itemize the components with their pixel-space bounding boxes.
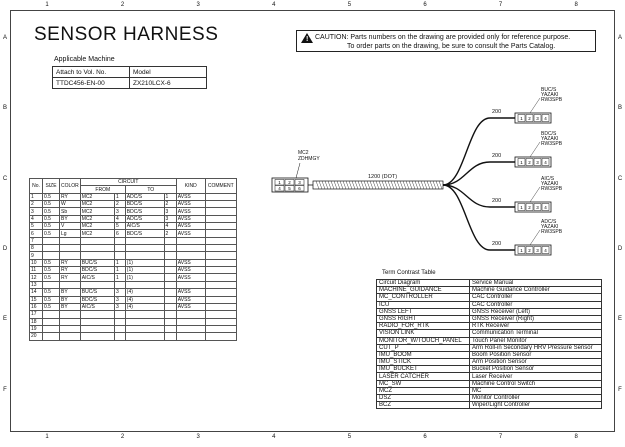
grid-row-label: C [2,175,8,182]
table-cell: 5 [114,223,125,230]
table-cell: (4) [125,289,164,296]
table-cell: 4 [30,215,43,222]
branch-connector-name: BDC/S [541,131,557,137]
table-cell: 3 [114,208,125,215]
table-cell: (1) [125,274,164,281]
col-size: SIZE [43,179,60,194]
term-manual-name: Arm Position Sensor [470,359,602,366]
table-cell: 1 [114,267,125,274]
table-cell: 1 [114,193,125,200]
trunk-length-label: 1200 (DOT) [368,174,398,180]
term-manual-name: Machine Guidance Controller [470,287,602,294]
term-table-title: Term Contrast Table [382,270,436,276]
connector-pin-number: 4 [544,159,547,165]
model-value: ZX210LCX-6 [130,78,207,89]
table-cell: 8 [30,245,43,252]
caution-line-2: To order parts on the drawing, be sure to consult the Parts Catalog. [347,43,556,50]
table-cell: 1 [30,193,43,200]
table-cell: AVSS [176,230,205,237]
connector-pin-number: 1 [278,180,281,185]
term-circuit-name: MC_SW [377,380,470,387]
table-cell: 18 [30,318,43,325]
table-cell: 3 [114,303,125,310]
table-cell: 0.5 [43,208,60,215]
table-cell: 9 [30,252,43,259]
term-circuit-name: IMU_BUCKET [377,366,470,373]
table-cell: AVSS [176,296,205,303]
term-row [377,337,602,344]
grid-row-label: B [2,105,7,112]
table-cell: 0.5 [43,259,60,266]
connector-pin-number: 2 [288,180,291,185]
table-cell: 2 [164,230,176,237]
table-cell: 2 [164,201,176,208]
grid-col-label: 1 [45,2,49,8]
table-cell: AIC/S [80,303,114,310]
table-cell: AIC/S [80,274,114,281]
grid-col-label: 4 [272,2,276,8]
table-cell: BDC/S [125,230,164,237]
branch-length-label: 200 [492,198,502,204]
table-cell: MC2 [80,208,114,215]
branch-connector-part: YAZAKI [541,92,559,98]
table-cell: AVSS [176,193,205,200]
table-cell: 13 [30,281,43,288]
table-cell: 17 [30,311,43,318]
connector-pin-number: 1 [520,159,523,165]
term-manual-name: CAC Controller [470,301,602,308]
table-cell: 1 [114,274,125,281]
term-contrast-table [376,279,602,409]
term-manual-name: Arm Roll-in Secondary HRV Pressure Sensor [470,344,602,351]
branch-connector-part: YAZAKI [541,224,559,230]
table-cell: BY [60,303,81,310]
col-circuit: CIRCUIT [80,179,176,186]
table-cell: AVSS [176,274,205,281]
grid-col-label: 6 [423,434,427,440]
table-cell: 0.5 [43,215,60,222]
term-row [377,402,602,409]
branch-wire [443,185,515,207]
term-circuit-name: VISION LINK [377,330,470,337]
table-cell: V [60,223,81,230]
table-cell: AVSS [176,289,205,296]
leader-line [530,187,540,202]
table-cell: 0.5 [43,296,60,303]
table-cell: AVSS [176,215,205,222]
term-row [377,301,602,308]
term-manual-name: CAC Controller [470,294,602,301]
table-cell: 0.5 [43,201,60,208]
term-manual-name: Touch Panel Monitor [470,337,602,344]
connector-pin-number: 1 [520,204,523,210]
table-cell: 1 [114,259,125,266]
term-circuit-name: MCZ [377,387,470,394]
table-cell: 0.5 [43,289,60,296]
term-manual-name: RTK Receiver [470,323,602,330]
table-cell: 0.5 [43,193,60,200]
term-manual-name: Monitor Controller [470,395,602,402]
col-kind: KIND [176,179,205,194]
term-row [377,287,602,294]
page-title: SENSOR HARNESS [34,24,219,45]
table-cell: MC2 [80,193,114,200]
grid-col-label: 7 [498,434,503,440]
grid-col-label: 2 [120,434,125,440]
term-manual-name: Bucket Position Sensor [470,366,602,373]
grid-col-label: 3 [196,434,200,440]
grid-col-label: 6 [423,2,427,8]
term-circuit-name: GNSS RIGHT [377,315,470,322]
grid-col-label: 3 [196,2,200,8]
table-cell: BDC/S [125,208,164,215]
table-cell: 0.5 [43,303,60,310]
table-cell: Sb [60,208,81,215]
table-cell: AVSS [176,259,205,266]
table-cell: AVSS [176,267,205,274]
table-cell: 3 [114,296,125,303]
grid-row-label: F [3,386,7,393]
term-circuit-name: IMU_STICK [377,359,470,366]
connector-pin-number: 2 [528,159,531,165]
connector-pin-number: 1 [520,115,523,121]
table-cell: BDC/S [80,267,114,274]
main-connector-part: ZDHMGY [298,156,320,162]
table-cell: RY [60,193,81,200]
connector-pin-number: 6 [298,186,301,191]
grid-col-label: 1 [45,434,49,440]
table-cell: 0.5 [43,274,60,281]
grid-row-label: C [617,175,623,182]
term-manual-name: Communication Terminal [470,330,602,337]
table-cell: RY [60,259,81,266]
branch-wire [443,118,515,185]
table-cell: 6 [114,230,125,237]
term-circuit-name: IMU_BOOM [377,351,470,358]
term-row [377,373,602,380]
term-circuit-name: LASER CATCHER [377,373,470,380]
main-connector-name: MC2 [298,150,309,156]
branch-length-label: 200 [492,153,502,159]
connector-pin-number: 4 [544,115,547,121]
applicable-machine-label: Applicable Machine [54,56,115,63]
branch-length-label: 200 [492,241,502,247]
header-attach-vol: Attach to Vol. No. [53,67,130,78]
term-circuit-name: MC_CONTROLLER [377,294,470,301]
table-cell: BDC/S [80,296,114,303]
term-circuit-name: RADIO_FOR_RTK [377,323,470,330]
table-cell: W [60,201,81,208]
term-manual-name: Service Manual [470,280,602,287]
table-cell: BUC/S [80,259,114,266]
connector-pin-number: 2 [528,204,531,210]
col-no: No. [30,179,43,194]
grid-row-label: A [2,35,7,41]
grid-col-label: 5 [347,434,352,440]
table-cell: 1 [164,193,176,200]
grid-col-label: 2 [120,2,125,8]
grid-row-label: E [2,316,7,323]
term-circuit-name: GNSS LEFT [377,308,470,315]
term-circuit-name: DSZ [377,395,470,402]
term-row [377,366,602,373]
table-cell: 20 [30,333,43,340]
term-circuit-name: BCZ [377,402,470,409]
grid-col-label: 7 [498,2,503,8]
table-cell: (1) [125,259,164,266]
branch-wire [443,185,515,250]
table-cell: BY [60,215,81,222]
table-cell: 10 [30,259,43,266]
table-cell: 19 [30,325,43,332]
table-cell: RY [60,267,81,274]
term-row [377,380,602,387]
table-cell: AVSS [176,223,205,230]
term-circuit-name: MACHINE_GUIDANCE [377,287,470,294]
branch-wire [443,162,515,185]
table-cell: AIC/S [125,223,164,230]
table-cell: 3 [164,215,176,222]
term-manual-name: Laser Receiver [470,373,602,380]
table-cell: ADC/S [125,215,164,222]
table-cell: 7 [30,237,43,244]
branch-connector-name: AIC/S [541,176,555,182]
table-cell: 16 [30,303,43,310]
branch-connector-part-no: RW3SPB [541,229,563,235]
table-cell: BDC/S [125,201,164,208]
term-row [377,344,602,351]
branch-connector-part: YAZAKI [541,136,559,142]
term-circuit-name: CUT_P [377,344,470,351]
table-cell: BY [60,289,81,296]
table-cell: (4) [125,303,164,310]
term-row [377,387,602,394]
connector-pin-number: 3 [536,115,539,121]
term-row [377,308,602,315]
table-cell: 5 [30,223,43,230]
col-to: TO [125,186,176,193]
table-cell: 12 [30,274,43,281]
term-manual-name: GNSS Receiver (Left) [470,308,602,315]
term-circuit-name: MONITOR_W/TOUCH_PANEL [377,337,470,344]
connector-pin-number: 4 [278,186,281,191]
branch-connector-part-no: RW3SPB [541,186,563,192]
grid-row-label: D [617,245,623,252]
term-manual-name: Wiper/Light Controller [470,402,602,409]
connector-pin-number: 5 [288,186,291,191]
term-manual-name: MC [470,387,602,394]
grid-row-label: F [618,386,622,393]
table-cell: MC2 [80,230,114,237]
table-cell: 15 [30,296,43,303]
table-cell: MC2 [80,215,114,222]
branch-connector-name: ADC/S [541,219,557,225]
table-cell: 0.5 [43,267,60,274]
branch-connector-part-no: RW3SPB [541,141,563,147]
term-row [377,280,602,287]
grid-row-label: E [617,316,622,323]
table-cell: 4 [164,223,176,230]
table-cell: 14 [30,289,43,296]
col-color: COLOR [60,179,81,194]
term-row [377,395,602,402]
term-row [377,294,602,301]
table-cell: 6 [30,230,43,237]
connector-pin-number: 2 [528,115,531,121]
table-cell: RY [60,274,81,281]
branch-length-label: 200 [492,109,502,115]
term-manual-name: GNSS Receiver (Right) [470,315,602,322]
branch-connector-part-no: RW3SPB [541,97,563,103]
table-cell: 0.5 [43,223,60,230]
connector-pin-number: 3 [536,204,539,210]
term-manual-name: Boom Position Sensor [470,351,602,358]
connector-pin-number: 4 [544,247,547,253]
table-cell: 3 [164,208,176,215]
term-circuit-name: ICU [377,301,470,308]
table-cell: Lg [60,230,81,237]
caution-line-1: CAUTION: Parts numbers on the drawing are provided only for reference purpose. [315,34,571,41]
term-row [377,359,602,366]
leader-line [296,163,300,178]
col-comment: COMMENT [205,179,236,194]
table-cell: MC2 [80,201,114,208]
table-cell: 0.5 [43,230,60,237]
leader-line [530,142,540,157]
table-cell: BY [60,296,81,303]
table-cell: ADC/S [125,193,164,200]
table-cell: AVSS [176,201,205,208]
table-cell: AVSS [176,303,205,310]
attach-vol-value: TTDC456-EN-00 [53,78,130,89]
term-row [377,351,602,358]
term-circuit-name: Circuit Diagram [377,280,470,287]
table-cell: AVSS [176,208,205,215]
table-cell: 4 [114,215,125,222]
grid-row-label: A [617,35,622,41]
table-cell: (1) [125,267,164,274]
grid-col-label: 4 [272,434,276,440]
connector-pin-number: 3 [536,247,539,253]
connector-pin-number: 4 [544,204,547,210]
grid-row-label: B [617,105,622,112]
grid-col-label: 8 [574,434,578,440]
connector-pin-number: 3 [298,180,301,185]
table-cell: 2 [114,201,125,208]
col-from: FROM [80,186,125,193]
table-cell: 2 [30,201,43,208]
connector-pin-number: 1 [520,247,523,253]
connector-pin-number: 3 [536,159,539,165]
table-cell: BUC/S [80,289,114,296]
table-cell: MC2 [80,223,114,230]
term-manual-name: Machine Control Switch [470,380,602,387]
table-cell: 11 [30,267,43,274]
term-row [377,330,602,337]
grid-col-label: 8 [574,2,578,8]
table-cell: 3 [30,208,43,215]
branch-connector-part: YAZAKI [541,181,559,187]
term-row [377,323,602,330]
connector-pin-number: 2 [528,247,531,253]
table-cell: (4) [125,296,164,303]
table-cell: 3 [114,289,125,296]
grid-row-label: D [2,245,8,252]
grid-col-label: 5 [347,2,352,8]
header-model: Model [130,67,207,78]
term-row [377,315,602,322]
branch-connector-name: BUC/S [541,87,557,93]
leader-line [530,98,540,113]
leader-line [530,230,540,245]
